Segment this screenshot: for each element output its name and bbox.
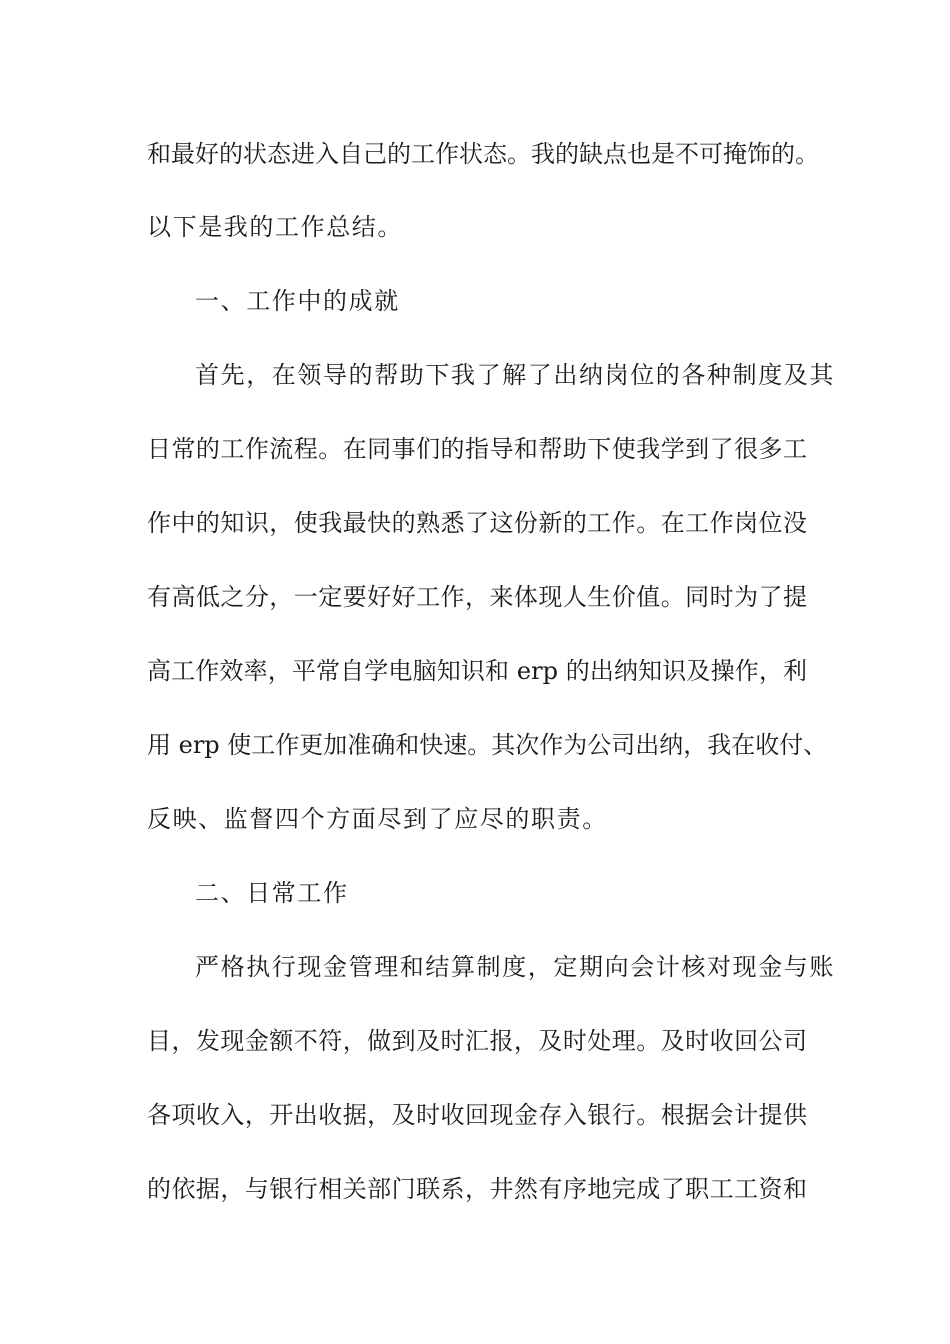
paragraph-line: 反映、监督四个方面尽到了应尽的职责。 [147,805,608,833]
paragraph-line: 以下是我的工作总结。 [147,213,403,241]
paragraph-line: 和最好的状态进入自己的工作状态。我的缺点也是不可掩饰的。 [147,140,819,168]
paragraph-line: 首先，在领导的帮助下我了解了出纳岗位的各种制度及其 [195,361,835,389]
paragraph-line: 有高低之分，一定要好好工作，来体现人生价值。同时为了提 [147,583,807,611]
paragraph-line: 的依据，与银行相关部门联系，井然有序地完成了职工工资和 [147,1175,807,1203]
paragraph-line: 高工作效率，平常自学电脑知识和 erp 的出纳知识及操作，利 [147,657,807,685]
paragraph-line: 目，发现金额不符，做到及时汇报，及时处理。及时收回公司 [147,1027,807,1055]
section-heading-achievements: 一、工作中的成就 [195,287,400,315]
paragraph-line: 各项收入，开出收据，及时收回现金存入银行。根据会计提供 [147,1101,807,1129]
section-heading-daily-work: 二、日常工作 [195,879,349,907]
paragraph-line: 严格执行现金管理和结算制度，定期向会计核对现金与账 [195,953,835,981]
paragraph-line: 用 erp 使工作更加准确和快速。其次作为公司出纳，我在收付、 [147,731,828,759]
paragraph-line: 作中的知识，使我最快的熟悉了这份新的工作。在工作岗位没 [147,509,807,537]
paragraph-line: 日常的工作流程。在同事们的指导和帮助下使我学到了很多工 [147,435,807,463]
